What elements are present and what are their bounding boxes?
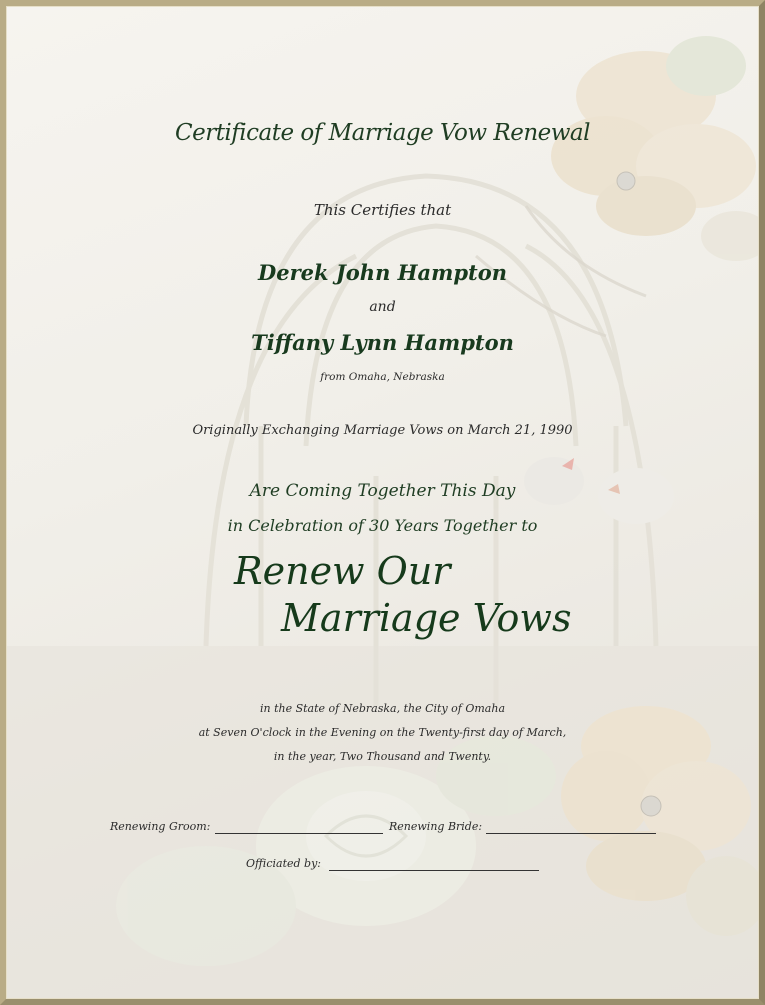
coming-together-text: Are Coming Together This Day <box>249 481 516 501</box>
bride-signature-line <box>486 833 656 834</box>
bride-signature-label: Renewing Bride: <box>389 820 483 833</box>
groom-signature-label: Renewing Groom: <box>110 820 211 833</box>
location-line-3: in the year, Two Thousand and Twenty. <box>273 750 492 763</box>
bride-name: Tiffany Lynn Hampton <box>251 330 514 355</box>
location-line-2: at Seven O'clock in the Evening on the Twenty-first day of March, <box>198 726 567 739</box>
headline-marriage-vows: Marriage Vows <box>281 596 572 640</box>
location-line-1: in the State of Nebraska, the City of Omaha <box>259 702 505 715</box>
officiant-signature-label: Officiated by: <box>246 857 321 870</box>
certificate-title: Certificate of Marriage Vow Renewal <box>174 120 591 146</box>
officiant-signature-line <box>329 870 539 871</box>
groom-name: Derek John Hampton <box>258 260 507 285</box>
groom-signature-line <box>215 833 383 834</box>
celebration-text: in Celebration of 30 Years Together to <box>227 516 538 535</box>
headline-renew-our: Renew Our <box>234 549 451 593</box>
original-vows-date: Originally Exchanging Marriage Vows on March 21, 1990 <box>192 423 573 438</box>
and-text: and <box>369 299 396 315</box>
certifies-text: This Certifies that <box>313 201 452 219</box>
floral-background-art <box>6 6 759 999</box>
hometown-text: from Omaha, Nebraska <box>320 371 445 383</box>
